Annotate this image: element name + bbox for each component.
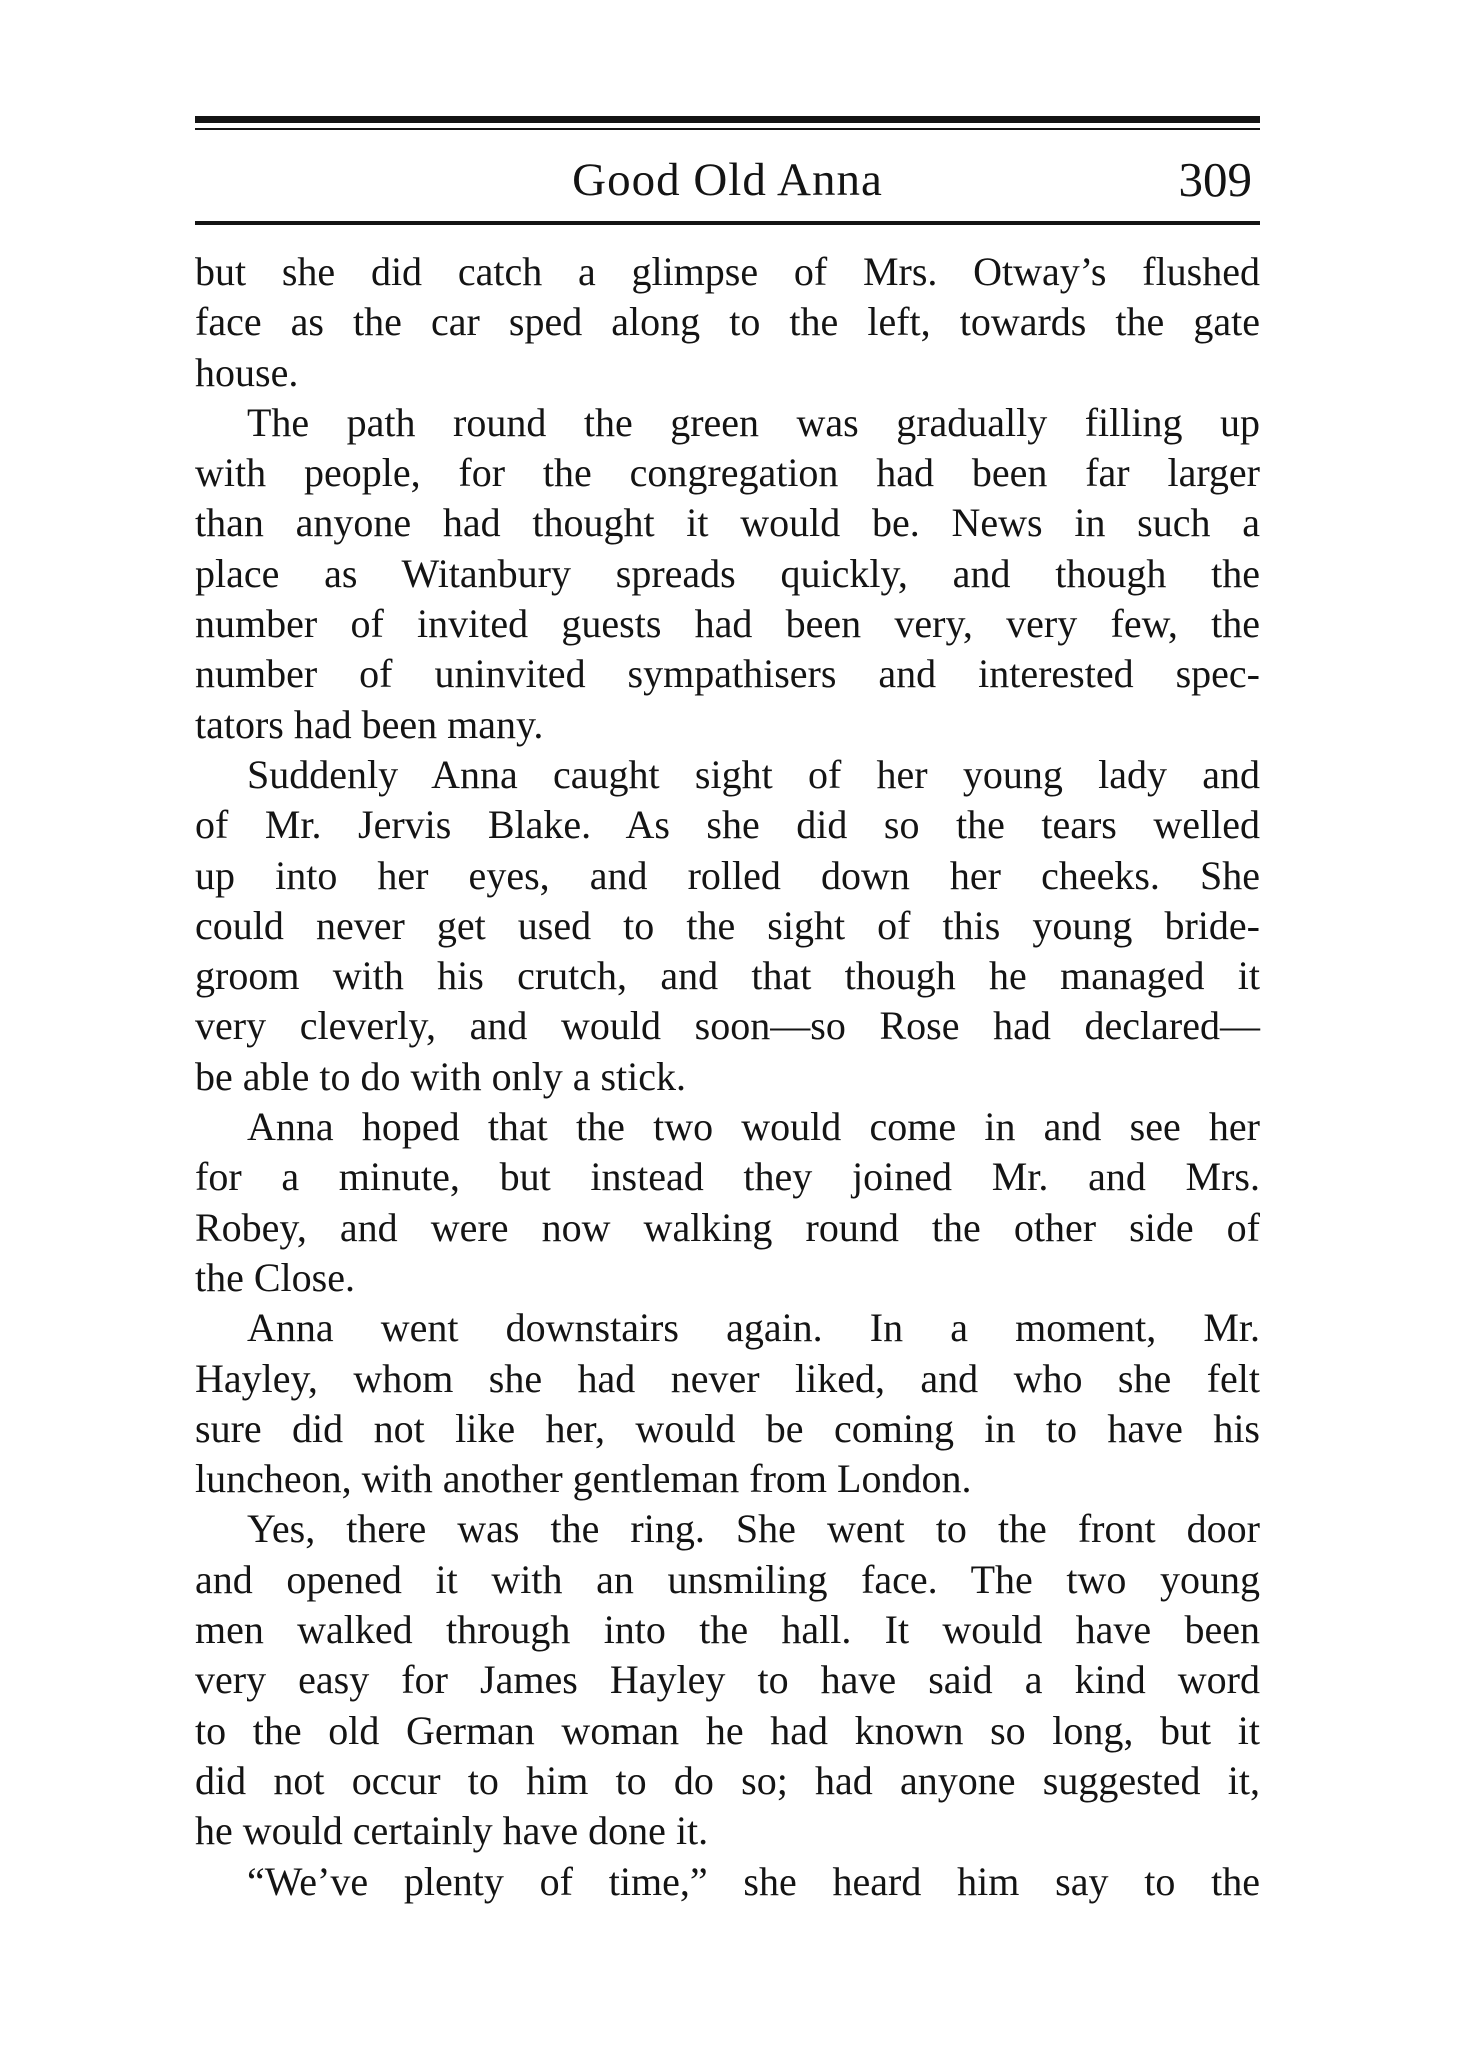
text-line: men walked through into the hall. It would have been: [195, 1607, 1260, 1653]
text-line: number of uninvited sympathisers and interested spec-: [195, 651, 1260, 697]
text-line: place as Witanbury spreads quickly, and though the: [195, 550, 1260, 596]
text-line: Hayley, whom she had never liked, and who she felt: [195, 1355, 1260, 1401]
text-line: house.: [195, 349, 299, 395]
text-line: luncheon, with another gentleman from London.: [195, 1456, 972, 1502]
text-line: but she did catch a glimpse of Mrs. Otway’s flushed: [195, 249, 1260, 294]
body-text: [195, 247, 1260, 1907]
text-line: very cleverly, and would soon—so Rose had declared—: [195, 1003, 1260, 1049]
text-line: very easy for James Hayley to have said a kind word: [195, 1657, 1260, 1703]
text-line: Yes, there was the ring. She went to the front door: [247, 1506, 1260, 1552]
text-line: Anna went downstairs again. In a moment, Mr.: [247, 1305, 1260, 1351]
header-rule-thin: [195, 128, 1260, 130]
text-line: sure did not like her, would be coming in to have his: [195, 1405, 1260, 1451]
running-head: [195, 145, 1260, 215]
text-line: face as the car sped along to the left, towards the gate: [195, 299, 1260, 345]
text-line: number of invited guests had been very, very few, the: [195, 601, 1260, 647]
text-line: Suddenly Anna caught sight of her young lady and: [247, 751, 1260, 797]
header-rule-bottom: [195, 221, 1260, 225]
text-line: Anna hoped that the two would come in and see her: [247, 1104, 1260, 1150]
header-rule-thick: [195, 116, 1260, 123]
page-number: 309: [1178, 152, 1252, 207]
text-line: with people, for the congregation had been far larger: [195, 450, 1260, 496]
running-title: Good Old Anna: [572, 154, 883, 206]
text-line: to the old German woman he had known so long, but it: [195, 1707, 1260, 1753]
text-line: tators had been many.: [195, 701, 544, 747]
text-line: and opened it with an unsmiling face. The two young: [195, 1556, 1260, 1602]
text-line: the Close.: [195, 1254, 355, 1300]
text-line: than anyone had thought it would be. News in such a: [195, 500, 1260, 546]
text-line: for a minute, but instead they joined Mr. and Mrs.: [195, 1154, 1260, 1200]
text-line: “We’ve plenty of time,” she heard him say to the: [247, 1858, 1260, 1904]
text-line: The path round the green was gradually filling up: [247, 399, 1260, 445]
text-line: he would certainly have done it.: [195, 1808, 709, 1854]
text-line: groom with his crutch, and that though he managed it: [195, 953, 1260, 999]
text-line: of Mr. Jervis Blake. As she did so the tears welled: [195, 802, 1260, 848]
text-line: could never get used to the sight of this young bride-: [195, 902, 1260, 948]
text-line: up into her eyes, and rolled down her cheeks. She: [195, 852, 1260, 898]
text-line: be able to do with only a stick.: [195, 1053, 687, 1099]
text-line: Robey, and were now walking round the other side of: [195, 1204, 1260, 1250]
text-line: did not occur to him to do so; had anyone suggested it,: [195, 1757, 1260, 1803]
